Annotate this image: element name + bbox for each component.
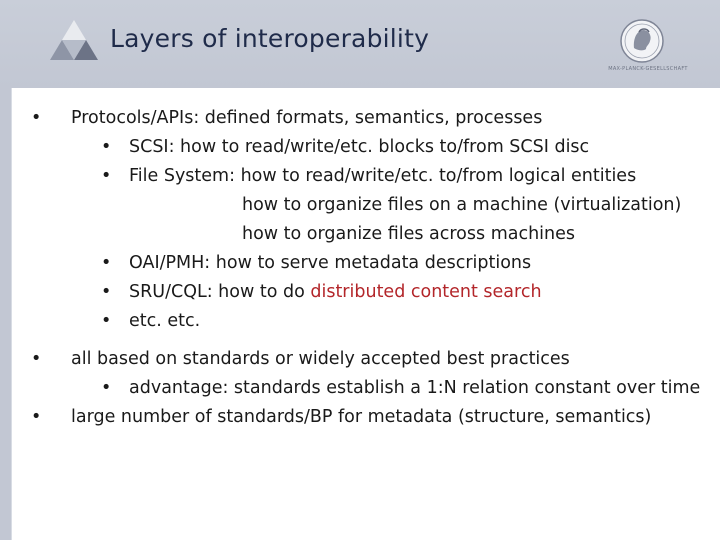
bullet-text-level-1: large number of standards/BP for metadata (structure, semantics)	[71, 407, 652, 427]
bullet-marker: •	[101, 282, 112, 302]
bullet-marker: •	[101, 378, 112, 398]
highlighted-text: distributed content search	[310, 282, 542, 302]
bullet-text-level-1: Protocols/APIs: defined formats, semantics, processes	[71, 108, 543, 128]
bullet-text-level-2: File System: how to read/write/etc. to/from logical entities	[129, 166, 637, 186]
bullet-text-level-3: how to organize files on a machine (virtualization)	[242, 195, 682, 215]
bullet-marker: •	[101, 311, 112, 331]
bullet-text-level-1: all based on standards or widely accepted best practices	[71, 349, 570, 369]
bullet-marker: •	[101, 137, 112, 157]
slide-left-bar	[0, 88, 11, 540]
bullet-text-level-2: OAI/PMH: how to serve metadata descriptions	[129, 253, 532, 273]
bullet-text-level-2	[129, 282, 542, 302]
bullet-text-level-2: etc. etc.	[129, 311, 201, 331]
bullet-text-level-2: SCSI: how to read/write/etc. blocks to/from SCSI disc	[129, 137, 590, 157]
slide-left-bar-edge	[11, 88, 12, 540]
bullet-marker: •	[31, 407, 42, 427]
bullet-text-plain: SRU/CQL: how to do	[129, 282, 311, 302]
bullet-marker: •	[101, 166, 112, 186]
bullet-text-level-2: advantage: standards establish a 1:N relation constant over time	[129, 378, 701, 398]
bullet-text-level-3: how to organize files across machines	[242, 224, 576, 244]
triangle-logo-icon	[44, 16, 104, 62]
logo-caption: MAX-PLANCK-GESELLSCHAFT	[608, 66, 688, 72]
slide-title: Layers of interoperability	[110, 24, 430, 53]
bullet-marker: •	[101, 253, 112, 273]
bullet-marker: •	[31, 108, 42, 128]
bullet-marker: •	[31, 349, 42, 369]
minerva-seal-icon	[619, 18, 665, 64]
